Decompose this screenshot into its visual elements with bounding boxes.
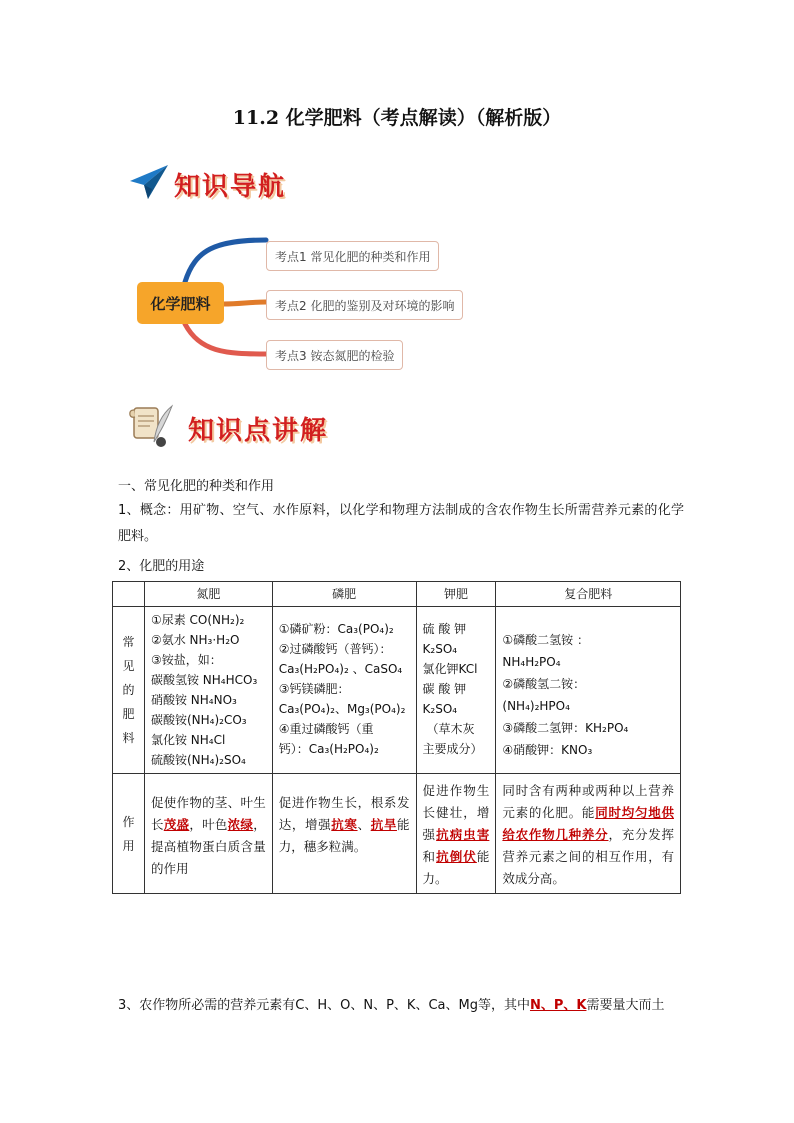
list-item: ④硝酸钾：KNO₃	[502, 743, 593, 757]
list-item: 碳 酸 钾	[422, 682, 467, 696]
mindmap-branch-3: 考点3 铵态氮肥的检验	[266, 340, 403, 370]
header-phosphorus: 磷肥	[272, 582, 416, 607]
list-item: ②氨水 NH₃·H₂O	[150, 633, 240, 647]
list-item: NH₄H₂PO₄	[502, 655, 561, 669]
highlight-text: 抗旱	[370, 817, 397, 832]
text-segment: 需要量大而土	[586, 998, 665, 1013]
list-item: 硫酸铵(NH₄)₂SO₄	[150, 753, 246, 767]
highlight-text: 抗病虫害	[436, 827, 490, 842]
highlight-text: 茂盛	[163, 817, 190, 832]
list-item: ③钙镁磷肥：	[278, 682, 350, 696]
text-segment: 能力。	[422, 849, 490, 886]
header-potassium: 钾肥	[416, 582, 496, 607]
list-item: 碳酸铵(NH₄)₂CO₃	[150, 713, 247, 727]
mindmap-branch-1: 考点1 常见化肥的种类和作用	[266, 241, 439, 271]
text-segment: 促进作物生长健壮，增强	[422, 783, 490, 842]
highlight-text: 抗倒伏	[436, 849, 477, 864]
list-item: K₂SO₄	[422, 702, 458, 716]
fertilizer-table	[112, 581, 681, 894]
list-item: ④重过磷酸钙（重	[278, 722, 374, 736]
list-item: ①磷矿粉：Ca₃(PO₄)₂	[278, 622, 394, 636]
cell-potassium-list	[416, 607, 496, 774]
header-compound: 复合肥料	[496, 582, 681, 607]
list-item: 氯化钾KCl	[422, 662, 478, 676]
text-segment: 和	[422, 849, 437, 864]
uses-heading: 2、化肥的用途	[118, 559, 205, 574]
cell-nitrogen-function	[144, 774, 272, 894]
list-item: ②磷酸氢二铵：	[502, 677, 586, 691]
list-item: 氯化铵 NH₄Cl	[150, 733, 226, 747]
page-title: 11.2 化学肥料（考点解读）（解析版）	[232, 107, 562, 129]
highlight-text: N、P、K	[529, 998, 587, 1013]
cell-potassium-function	[416, 774, 496, 894]
text-segment: 、	[357, 817, 371, 832]
list-item: 硫 酸 钾	[422, 622, 467, 636]
list-item: （草木灰	[426, 722, 475, 736]
concept-paragraph: 1、概念：用矿物、空气、水作原料，以化学和物理方法制成的含农作物生长所需营养元素的化学肥料。	[118, 503, 684, 544]
mindmap-branch-2: 考点2 化肥的鉴别及对环境的影响	[266, 290, 463, 320]
row-label-function: 作用	[113, 774, 145, 894]
highlight-text: 同时均匀地供给农作物几种养分	[502, 805, 674, 842]
list-item: 碳酸氢铵 NH₄HCO₃	[150, 673, 258, 687]
mindmap-root: 化学肥料	[137, 282, 224, 324]
text-segment: ，提高植物蛋白质含量的作用	[150, 817, 266, 876]
text-segment: 促使作物的茎、叶生长	[150, 795, 266, 832]
table-row-function	[113, 774, 681, 894]
scroll-quill-icon	[128, 402, 176, 448]
list-item: ②过磷酸钙（普钙）：	[278, 642, 392, 656]
row-label-common: 常见的肥料	[113, 607, 145, 774]
text-segment: 3、农作物所必需的营养元素有C、H、O、N、P、K、Ca、Mg等，其中	[118, 998, 530, 1013]
list-item: K₂SO₄	[422, 642, 458, 656]
list-item: (NH₄)₂HPO₄	[502, 699, 570, 713]
connector-1	[185, 240, 266, 282]
text-segment: ，叶色	[189, 817, 228, 832]
table-row-common	[113, 607, 681, 774]
list-item: ③磷酸二氢钾：KH₂PO₄	[502, 721, 629, 735]
connector-3	[185, 324, 266, 354]
header-empty	[113, 582, 145, 607]
connector-2	[224, 302, 266, 304]
cell-nitrogen-list	[144, 607, 272, 774]
highlight-text: 抗寒	[331, 817, 358, 832]
cell-phosphorus-list	[272, 607, 416, 774]
text-segment: 能力，穗多粒满。	[278, 817, 410, 854]
section-heading: 一、常见化肥的种类和作用	[118, 479, 275, 494]
list-item: ①磷酸二氢铵 ：	[502, 633, 589, 647]
list-item: ③铵盐，如：	[150, 653, 222, 667]
list-item: 钙）：Ca₃(H₂PO₄)₂	[278, 742, 379, 756]
header-nitrogen: 氮肥	[144, 582, 272, 607]
knowledge-points-banner	[128, 402, 368, 452]
list-item: 硝酸铵 NH₄NO₃	[150, 693, 237, 707]
cell-compound-list	[496, 607, 681, 774]
list-item: 主要成分）	[422, 742, 483, 756]
table-header-row	[113, 582, 681, 607]
cell-compound-function	[496, 774, 681, 894]
highlight-text: 浓绿	[227, 817, 254, 832]
list-item: ①尿素 CO(NH₂)₂	[150, 613, 245, 627]
nutrient-paragraph	[118, 995, 683, 1017]
text-segment: 同时含有两种或两种以上营养元素的化肥。能	[502, 783, 674, 820]
text-segment: 促进作物生长，根系发达，增强	[278, 795, 410, 832]
knowledge-nav-title: 知识导航	[174, 172, 287, 202]
knowledge-points-title: 知识点讲解	[188, 416, 329, 446]
list-item: Ca₃(H₂PO₄)₂ 、CaSO₄	[278, 662, 403, 676]
list-item: Ca₃(PO₄)₂、Mg₃(PO₄)₂	[278, 702, 406, 716]
cell-phosphorus-function	[272, 774, 416, 894]
text-segment: ，充分发挥营养元素之间的相互作用，有效成分高。	[502, 827, 674, 886]
